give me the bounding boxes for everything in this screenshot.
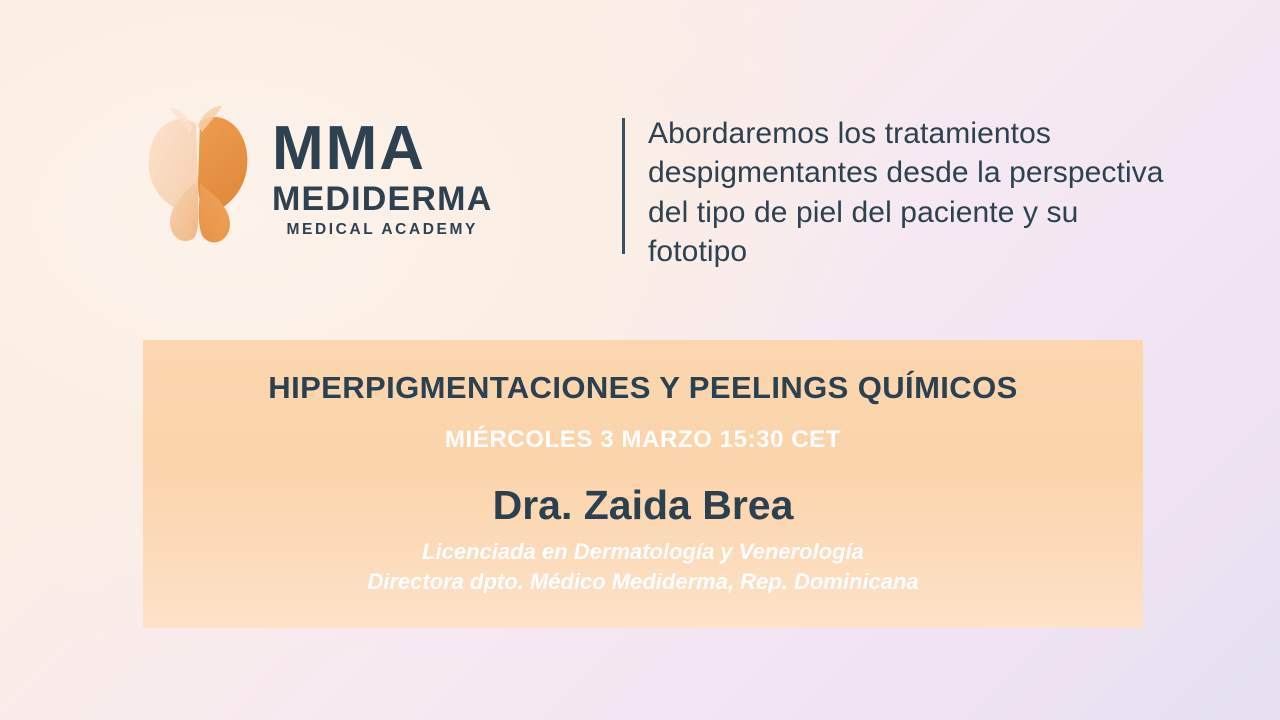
session-title: HIPERPIGMENTACIONES Y PEELINGS QUÍMICOS [268,370,1018,405]
brand-acronym: MMA [272,113,427,183]
brand-wordmark [272,113,492,239]
vertical-divider [622,118,625,254]
slide-header [0,92,1280,282]
session-banner [143,340,1143,628]
tagline-text: Abordaremos los tratamientos despigmentantes desde la perspectiva del tipo de piel del paciente y su fototipo [648,117,1164,268]
brand-logo [140,106,492,246]
brand-name: MEDIDERMA [272,179,493,218]
session-datetime: MIÉRCOLES 3 MARZO 15:30 CET [444,426,842,453]
speaker-role: Directora dpto. Médico Mediderma, Rep. Dominicana [367,568,919,594]
brand-subtitle: MEDICAL ACADEMY [286,221,478,239]
butterfly-icon [140,106,258,246]
speaker-name: Dra. Zaida Brea [492,482,794,528]
speaker-credential: Licenciada en Dermatología y Venerología [422,539,864,564]
